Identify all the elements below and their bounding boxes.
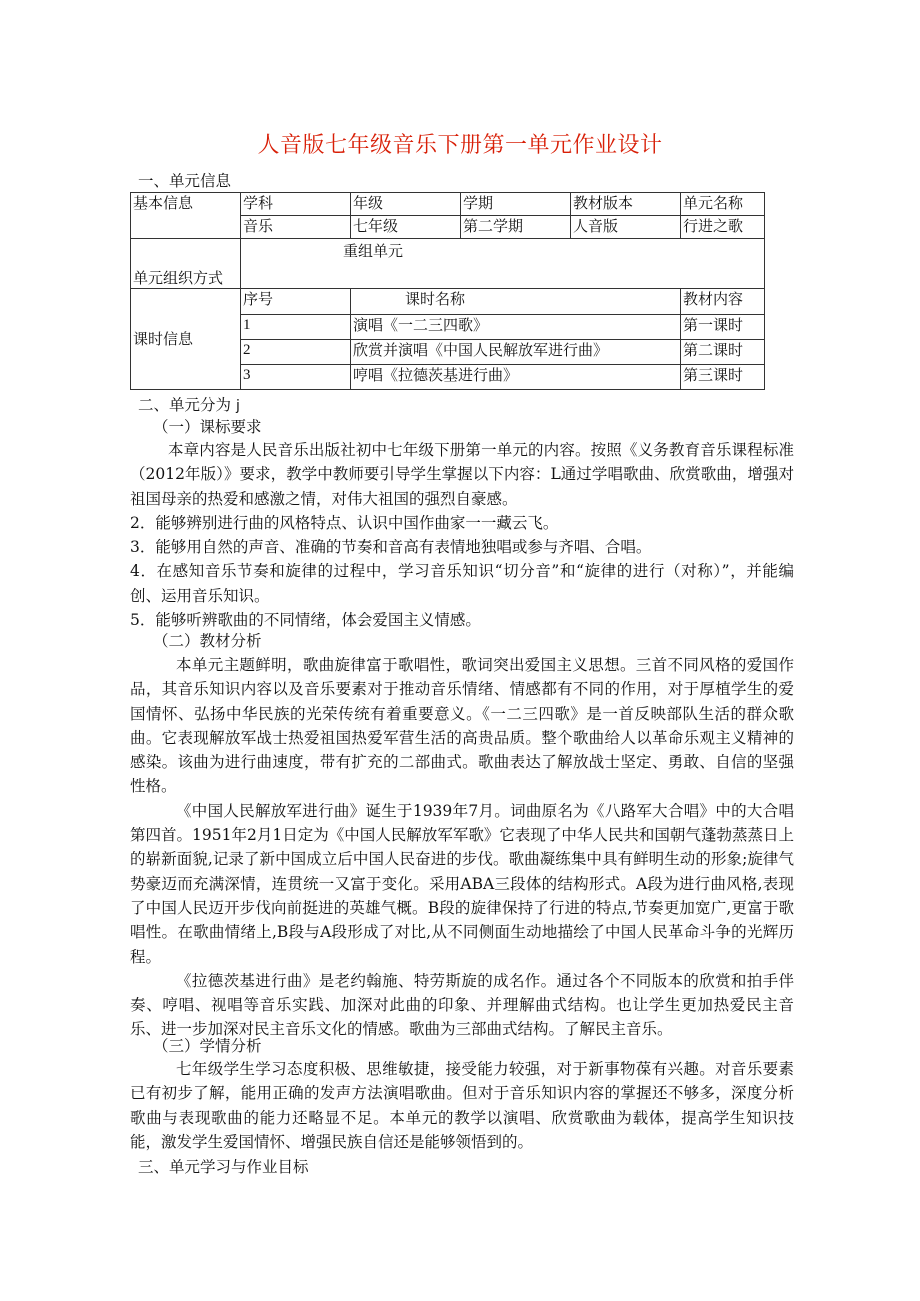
lesson-header-content: 教材内容: [681, 289, 765, 314]
list-item: 4．在感知音乐节奏和旋律的过程中，学习音乐知识“切分音”和“旋律的进行（对称）”，并能编创、运用音乐知识。: [130, 562, 794, 605]
paragraph: 七年级学生学习态度积极、思维敏捷，接受能力较强，对于新事物葆有兴趣。对音乐要素已有初步了解，能用正确的发声方法演唱歌曲。但对于音乐知识内容的掌握还不够多，深度分析歌曲与表现歌曲的能力还略显不足。本单元的教学以演唱、欣赏歌曲为载体，提高学生知识技能，激发学生爱国情怀、增强民族自信还是能够领悟到的。: [130, 1060, 794, 1151]
header-semester: 学期: [461, 193, 571, 216]
list-item: 5．能够听辨歌曲的不同情绪，体会爱国主义情感。: [130, 611, 481, 630]
paragraph: 本单元主题鲜明，歌曲旋律富于歌唱性，歌词突出爱国主义思想。三首不同风格的爱国作品，其音乐知识内容以及音乐要素对于推动音乐情绪、情感都有不同的作用，对于厚植学生的爱国情怀、弘扬中华民族的光荣传统有着重要意义。《一二三四歌》是一首反映部队生活的群众歌曲。它表现解放军战士热爱祖国热爱军营生活的高贵品质。整个歌曲给人以革命乐观主义精神的感染。该曲为进行曲速度，带有扩充的二部曲式。歌曲表达了解放战士坚定、勇敢、自信的坚强性格。: [130, 656, 794, 796]
learner-analysis-heading: （三）学情分析: [153, 1037, 262, 1055]
paragraph: 本章内容是人民音乐出版社初中七年级下册第一单元的内容。按照《义务教育音乐课程标准（2012年版）》要求，教学中教师要引导学生掌握以下内容：L通过学唱歌曲、欣赏歌曲，增强对祖国母亲的热爱和感激之情，对伟大祖国的强烈自豪感。: [130, 441, 794, 508]
value-semester: 第二学期: [461, 216, 571, 239]
unit-info-table: [130, 192, 765, 390]
textbook-analysis-heading: （二）教材分析: [153, 632, 262, 650]
learner-analysis-body: [130, 1057, 794, 1154]
textbook-analysis-body: [130, 653, 794, 1042]
document-title: 人音版七年级音乐下册第一单元作业设计: [257, 133, 663, 158]
basic-info-label: 基本信息: [131, 193, 241, 239]
section-objectives-heading: 三、单元学习与作业目标: [138, 1158, 309, 1176]
curriculum-requirements-heading: （一）课标要求: [153, 418, 262, 436]
list-item: 3．能够用自然的声音、准确的节奏和音高有表情地独唱或参与齐唱、合唱。: [130, 538, 652, 557]
org-mode-value: 重组单元: [241, 239, 765, 289]
lesson-content: 第三课时: [681, 364, 765, 389]
lesson-name: 演唱《一二三四歌》: [351, 314, 681, 339]
org-mode-label: 单元组织方式: [131, 239, 241, 289]
lesson-number: 2: [241, 339, 351, 364]
lesson-header-name: 课时名称: [351, 289, 681, 314]
paragraph: 《中国人民解放军进行曲》诞生于1939年7月。词曲原名为《八路军大合唱》中的大合唱第四首。1951年2月1日定为《中国人民解放军军歌》它表现了中华人民共和国朝气蓬勃蒸蒸日上的崭新面貌,记录了新中国成立后中国人民奋进的步伐。歌曲凝练集中具有鲜明生动的形象;旋律气势豪迈而充满深情，连贯统一又富于变化。采用ABA三段体的结构形式。A段为进行曲风格,表现了中国人民迈开步伐向前挺进的英雄气概。B段的旋律保持了行进的特点,节奏更加宽广,更富于歌唱性。在歌曲情绪上,B段与A段形成了对比,从不同侧面生动地描绘了中国人民革命斗争的光辉历程。: [130, 801, 794, 966]
paragraph: 《拉德茨基进行曲》是老约翰施、特劳斯旋的成名作。通过各个不同版本的欣赏和拍手伴奏、哼唱、视唱等音乐实践、加深对此曲的印象、并理解曲式结构。也让学生更加热爱民主音乐、进一步加深对民主音乐文化的情感。歌曲为三部曲式结构。了解民主音乐。: [130, 971, 794, 1039]
value-grade: 七年级: [351, 216, 461, 239]
header-edition: 教材版本: [571, 193, 681, 216]
value-unit-name: 行进之歌: [681, 216, 765, 239]
section-unit-division-text: 二、单元分为: [138, 396, 232, 414]
section-unit-division-heading: [138, 396, 240, 415]
stray-mark: j: [235, 398, 240, 414]
value-edition: 人音版: [571, 216, 681, 239]
lesson-content: 第二课时: [681, 339, 765, 364]
list-item: 2．能够辨别进行曲的风格特点、认识中国作曲家一一藏云飞。: [130, 513, 559, 532]
lesson-info-label: 课时信息: [131, 289, 241, 390]
lesson-number: 1: [241, 314, 351, 339]
lesson-content: 第一课时: [681, 314, 765, 339]
lesson-number: 3: [241, 364, 351, 389]
lesson-name: 哼唱《拉德茨基进行曲》: [351, 364, 681, 389]
header-subject: 学科: [241, 193, 351, 216]
curriculum-requirements-body: [130, 438, 794, 632]
header-grade: 年级: [351, 193, 461, 216]
section-unit-info-heading: 一、单元信息: [138, 172, 232, 190]
header-unit-name: 单元名称: [681, 193, 765, 216]
lesson-name: 欣赏并演唱《中国人民解放军进行曲》: [351, 339, 681, 364]
lesson-header-number: 序号: [241, 289, 351, 314]
value-subject: 音乐: [241, 216, 351, 239]
